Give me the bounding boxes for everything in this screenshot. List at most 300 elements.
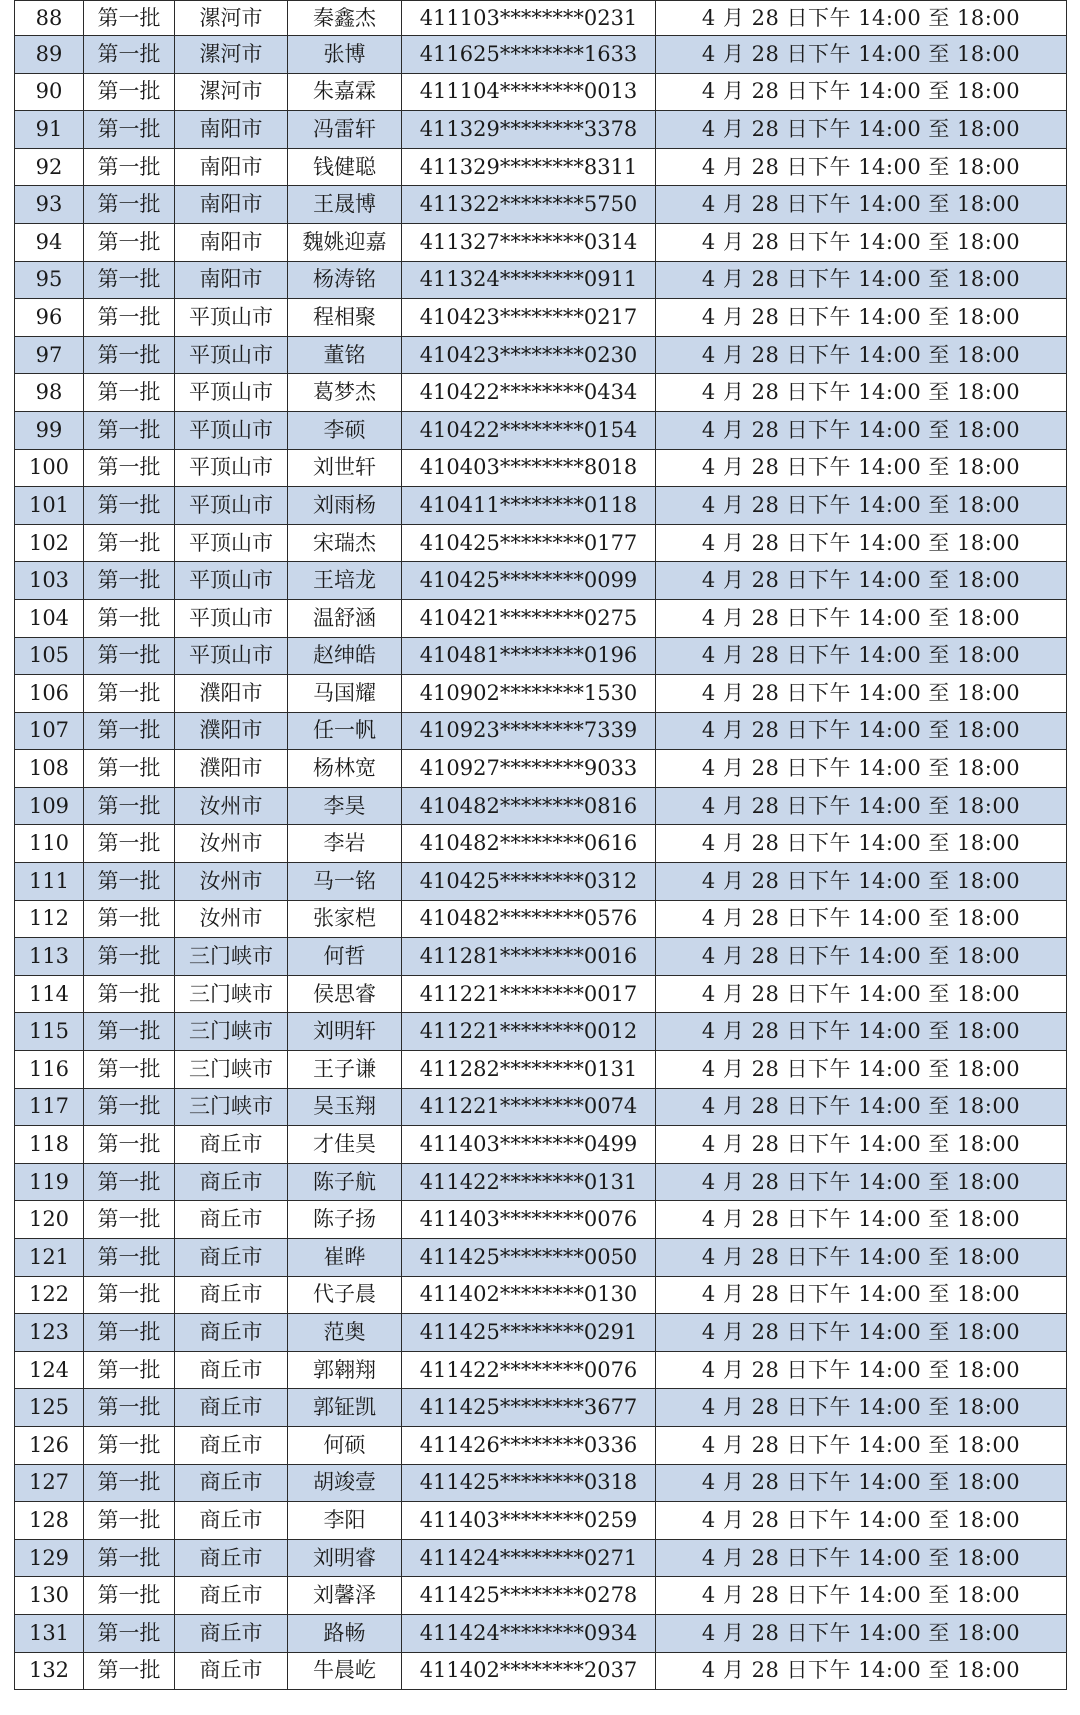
city-cell: 平顶山市: [175, 562, 288, 600]
batch-cell: 第一批: [84, 1502, 175, 1540]
batch-cell: 第一批: [84, 449, 175, 487]
row-number: 125: [15, 1389, 84, 1427]
id-number-cell: 411425********0291: [402, 1314, 656, 1352]
id-number-cell: 411402********2037: [402, 1652, 656, 1690]
time-slot-cell: 4 月 28 日下午 14:00 至 18:00: [656, 863, 1067, 901]
city-cell: 平顶山市: [175, 487, 288, 525]
city-cell: 商丘市: [175, 1163, 288, 1201]
batch-cell: 第一批: [84, 1614, 175, 1652]
city-cell: 三门峡市: [175, 938, 288, 976]
row-number: 88: [15, 1, 84, 36]
batch-cell: 第一批: [84, 863, 175, 901]
id-number-cell: 411403********0076: [402, 1201, 656, 1239]
time-slot-cell: 4 月 28 日下午 14:00 至 18:00: [656, 1389, 1067, 1427]
id-number-cell: 410902********1530: [402, 675, 656, 713]
name-cell: 刘明轩: [288, 1013, 402, 1051]
table-row: [15, 186, 1067, 224]
name-cell: 程相聚: [288, 299, 402, 337]
id-number-cell: 411221********0012: [402, 1013, 656, 1051]
batch-cell: 第一批: [84, 675, 175, 713]
city-cell: 南阳市: [175, 186, 288, 224]
name-cell: 刘雨杨: [288, 487, 402, 525]
row-number: 98: [15, 374, 84, 412]
table-row: [15, 1652, 1067, 1690]
table-row: [15, 938, 1067, 976]
batch-cell: 第一批: [84, 336, 175, 374]
time-slot-cell: 4 月 28 日下午 14:00 至 18:00: [656, 1351, 1067, 1389]
name-cell: 马一铭: [288, 863, 402, 901]
name-cell: 刘世轩: [288, 449, 402, 487]
row-number: 95: [15, 261, 84, 299]
time-slot-cell: 4 月 28 日下午 14:00 至 18:00: [656, 750, 1067, 788]
id-number-cell: 411324********0911: [402, 261, 656, 299]
id-number-cell: 410421********0275: [402, 599, 656, 637]
id-number-cell: 410411********0118: [402, 487, 656, 525]
batch-cell: 第一批: [84, 223, 175, 261]
table-row: [15, 299, 1067, 337]
time-slot-cell: 4 月 28 日下午 14:00 至 18:00: [656, 73, 1067, 111]
time-slot-cell: 4 月 28 日下午 14:00 至 18:00: [656, 1201, 1067, 1239]
time-slot-cell: 4 月 28 日下午 14:00 至 18:00: [656, 1577, 1067, 1615]
batch-cell: 第一批: [84, 1013, 175, 1051]
time-slot-cell: 4 月 28 日下午 14:00 至 18:00: [656, 712, 1067, 750]
row-number: 102: [15, 524, 84, 562]
table-row: [15, 524, 1067, 562]
batch-cell: 第一批: [84, 825, 175, 863]
row-number: 96: [15, 299, 84, 337]
id-number-cell: 410403********8018: [402, 449, 656, 487]
batch-cell: 第一批: [84, 599, 175, 637]
city-cell: 濮阳市: [175, 712, 288, 750]
table-row: [15, 1502, 1067, 1540]
id-number-cell: 411424********0271: [402, 1539, 656, 1577]
name-cell: 王晟博: [288, 186, 402, 224]
name-cell: 张家桤: [288, 900, 402, 938]
city-cell: 汝州市: [175, 825, 288, 863]
table-row: [15, 712, 1067, 750]
time-slot-cell: 4 月 28 日下午 14:00 至 18:00: [656, 938, 1067, 976]
city-cell: 商丘市: [175, 1502, 288, 1540]
id-number-cell: 411282********0131: [402, 1051, 656, 1089]
row-number: 118: [15, 1126, 84, 1164]
batch-cell: 第一批: [84, 1351, 175, 1389]
name-cell: 范奥: [288, 1314, 402, 1352]
time-slot-cell: 4 月 28 日下午 14:00 至 18:00: [656, 449, 1067, 487]
table-row: [15, 787, 1067, 825]
batch-cell: 第一批: [84, 36, 175, 74]
batch-cell: 第一批: [84, 1464, 175, 1502]
table-row: [15, 261, 1067, 299]
batch-cell: 第一批: [84, 411, 175, 449]
row-number: 113: [15, 938, 84, 976]
row-number: 92: [15, 148, 84, 186]
name-cell: 张博: [288, 36, 402, 74]
row-number: 101: [15, 487, 84, 525]
table-row: [15, 1051, 1067, 1089]
id-number-cell: 411221********0074: [402, 1088, 656, 1126]
name-cell: 侯思睿: [288, 975, 402, 1013]
name-cell: 代子晨: [288, 1276, 402, 1314]
city-cell: 商丘市: [175, 1201, 288, 1239]
city-cell: 南阳市: [175, 223, 288, 261]
row-number: 124: [15, 1351, 84, 1389]
id-number-cell: 410425********0099: [402, 562, 656, 600]
id-number-cell: 411281********0016: [402, 938, 656, 976]
id-number-cell: 411425********0318: [402, 1464, 656, 1502]
table-row: [15, 1577, 1067, 1615]
batch-cell: 第一批: [84, 1577, 175, 1615]
id-number-cell: 410422********0154: [402, 411, 656, 449]
batch-cell: 第一批: [84, 1088, 175, 1126]
id-number-cell: 411329********8311: [402, 148, 656, 186]
batch-cell: 第一批: [84, 1389, 175, 1427]
id-number-cell: 411103********0231: [402, 1, 656, 36]
batch-cell: 第一批: [84, 487, 175, 525]
batch-cell: 第一批: [84, 374, 175, 412]
time-slot-cell: 4 月 28 日下午 14:00 至 18:00: [656, 675, 1067, 713]
id-number-cell: 411625********1633: [402, 36, 656, 74]
city-cell: 濮阳市: [175, 675, 288, 713]
time-slot-cell: 4 月 28 日下午 14:00 至 18:00: [656, 1163, 1067, 1201]
city-cell: 商丘市: [175, 1652, 288, 1690]
city-cell: 平顶山市: [175, 336, 288, 374]
name-cell: 路畅: [288, 1614, 402, 1652]
row-number: 105: [15, 637, 84, 675]
table-row: [15, 148, 1067, 186]
table-row: [15, 449, 1067, 487]
id-number-cell: 411422********0131: [402, 1163, 656, 1201]
batch-cell: 第一批: [84, 1314, 175, 1352]
time-slot-cell: 4 月 28 日下午 14:00 至 18:00: [656, 975, 1067, 1013]
batch-cell: 第一批: [84, 73, 175, 111]
time-slot-cell: 4 月 28 日下午 14:00 至 18:00: [656, 299, 1067, 337]
city-cell: 商丘市: [175, 1351, 288, 1389]
table-row: [15, 1314, 1067, 1352]
city-cell: 商丘市: [175, 1426, 288, 1464]
table-row: [15, 863, 1067, 901]
name-cell: 陈子航: [288, 1163, 402, 1201]
time-slot-cell: 4 月 28 日下午 14:00 至 18:00: [656, 1426, 1067, 1464]
table-row: [15, 637, 1067, 675]
id-number-cell: 411322********5750: [402, 186, 656, 224]
table-row: [15, 975, 1067, 1013]
time-slot-cell: 4 月 28 日下午 14:00 至 18:00: [656, 1126, 1067, 1164]
city-cell: 南阳市: [175, 261, 288, 299]
batch-cell: 第一批: [84, 186, 175, 224]
name-cell: 刘馨泽: [288, 1577, 402, 1615]
name-cell: 魏姚迎嘉: [288, 223, 402, 261]
row-number: 111: [15, 863, 84, 901]
time-slot-cell: 4 月 28 日下午 14:00 至 18:00: [656, 261, 1067, 299]
table-row: [15, 1163, 1067, 1201]
batch-cell: 第一批: [84, 900, 175, 938]
city-cell: 濮阳市: [175, 750, 288, 788]
row-number: 100: [15, 449, 84, 487]
id-number-cell: 411425********0050: [402, 1239, 656, 1277]
name-cell: 吴玉翔: [288, 1088, 402, 1126]
time-slot-cell: 4 月 28 日下午 14:00 至 18:00: [656, 1013, 1067, 1051]
table-row: [15, 1389, 1067, 1427]
table-row: [15, 111, 1067, 149]
table-row: [15, 487, 1067, 525]
table-row: [15, 36, 1067, 74]
name-cell: 杨涛铭: [288, 261, 402, 299]
row-number: 127: [15, 1464, 84, 1502]
city-cell: 平顶山市: [175, 599, 288, 637]
city-cell: 汝州市: [175, 900, 288, 938]
city-cell: 商丘市: [175, 1577, 288, 1615]
name-cell: 宋瑞杰: [288, 524, 402, 562]
table-row: [15, 1276, 1067, 1314]
row-number: 120: [15, 1201, 84, 1239]
time-slot-cell: 4 月 28 日下午 14:00 至 18:00: [656, 1314, 1067, 1352]
table-row: [15, 1426, 1067, 1464]
row-number: 89: [15, 36, 84, 74]
name-cell: 胡竣壹: [288, 1464, 402, 1502]
table-row: [15, 1239, 1067, 1277]
city-cell: 商丘市: [175, 1614, 288, 1652]
row-number: 126: [15, 1426, 84, 1464]
row-number: 115: [15, 1013, 84, 1051]
row-number: 90: [15, 73, 84, 111]
roster-table: [14, 0, 1067, 1690]
city-cell: 商丘市: [175, 1126, 288, 1164]
time-slot-cell: 4 月 28 日下午 14:00 至 18:00: [656, 148, 1067, 186]
time-slot-cell: 4 月 28 日下午 14:00 至 18:00: [656, 524, 1067, 562]
time-slot-cell: 4 月 28 日下午 14:00 至 18:00: [656, 223, 1067, 261]
name-cell: 何硕: [288, 1426, 402, 1464]
time-slot-cell: 4 月 28 日下午 14:00 至 18:00: [656, 1464, 1067, 1502]
name-cell: 马国耀: [288, 675, 402, 713]
name-cell: 秦鑫杰: [288, 1, 402, 36]
id-number-cell: 410423********0230: [402, 336, 656, 374]
city-cell: 平顶山市: [175, 449, 288, 487]
name-cell: 钱健聪: [288, 148, 402, 186]
row-number: 128: [15, 1502, 84, 1540]
batch-cell: 第一批: [84, 299, 175, 337]
row-number: 94: [15, 223, 84, 261]
batch-cell: 第一批: [84, 1239, 175, 1277]
name-cell: 何哲: [288, 938, 402, 976]
time-slot-cell: 4 月 28 日下午 14:00 至 18:00: [656, 1539, 1067, 1577]
table-row: [15, 1201, 1067, 1239]
city-cell: 汝州市: [175, 863, 288, 901]
id-number-cell: 410482********0816: [402, 787, 656, 825]
city-cell: 三门峡市: [175, 1051, 288, 1089]
id-number-cell: 411425********3677: [402, 1389, 656, 1427]
city-cell: 商丘市: [175, 1239, 288, 1277]
time-slot-cell: 4 月 28 日下午 14:00 至 18:00: [656, 562, 1067, 600]
time-slot-cell: 4 月 28 日下午 14:00 至 18:00: [656, 186, 1067, 224]
table-row: [15, 1013, 1067, 1051]
city-cell: 三门峡市: [175, 1088, 288, 1126]
city-cell: 平顶山市: [175, 374, 288, 412]
table-row: [15, 223, 1067, 261]
city-cell: 三门峡市: [175, 1013, 288, 1051]
city-cell: 平顶山市: [175, 524, 288, 562]
name-cell: 任一帆: [288, 712, 402, 750]
batch-cell: 第一批: [84, 1126, 175, 1164]
id-number-cell: 411329********3378: [402, 111, 656, 149]
city-cell: 汝州市: [175, 787, 288, 825]
time-slot-cell: 4 月 28 日下午 14:00 至 18:00: [656, 411, 1067, 449]
id-number-cell: 410923********7339: [402, 712, 656, 750]
row-number: 97: [15, 336, 84, 374]
row-number: 99: [15, 411, 84, 449]
row-number: 108: [15, 750, 84, 788]
name-cell: 李阳: [288, 1502, 402, 1540]
time-slot-cell: 4 月 28 日下午 14:00 至 18:00: [656, 1652, 1067, 1690]
batch-cell: 第一批: [84, 1, 175, 36]
row-number: 103: [15, 562, 84, 600]
row-number: 93: [15, 186, 84, 224]
name-cell: 陈子扬: [288, 1201, 402, 1239]
time-slot-cell: 4 月 28 日下午 14:00 至 18:00: [656, 1614, 1067, 1652]
table-row: [15, 73, 1067, 111]
city-cell: 南阳市: [175, 148, 288, 186]
batch-cell: 第一批: [84, 111, 175, 149]
row-number: 131: [15, 1614, 84, 1652]
city-cell: 漯河市: [175, 73, 288, 111]
batch-cell: 第一批: [84, 1201, 175, 1239]
city-cell: 三门峡市: [175, 975, 288, 1013]
time-slot-cell: 4 月 28 日下午 14:00 至 18:00: [656, 825, 1067, 863]
row-number: 117: [15, 1088, 84, 1126]
city-cell: 商丘市: [175, 1314, 288, 1352]
city-cell: 漯河市: [175, 1, 288, 36]
time-slot-cell: 4 月 28 日下午 14:00 至 18:00: [656, 36, 1067, 74]
table-row: [15, 562, 1067, 600]
id-number-cell: 411425********0278: [402, 1577, 656, 1615]
id-number-cell: 411422********0076: [402, 1351, 656, 1389]
row-number: 121: [15, 1239, 84, 1277]
row-number: 107: [15, 712, 84, 750]
name-cell: 王子谦: [288, 1051, 402, 1089]
id-number-cell: 410425********0177: [402, 524, 656, 562]
city-cell: 平顶山市: [175, 299, 288, 337]
time-slot-cell: 4 月 28 日下午 14:00 至 18:00: [656, 900, 1067, 938]
table-row: [15, 1351, 1067, 1389]
row-number: 130: [15, 1577, 84, 1615]
name-cell: 葛梦杰: [288, 374, 402, 412]
row-number: 110: [15, 825, 84, 863]
name-cell: 王培龙: [288, 562, 402, 600]
batch-cell: 第一批: [84, 1539, 175, 1577]
id-number-cell: 410425********0312: [402, 863, 656, 901]
name-cell: 郭钲凯: [288, 1389, 402, 1427]
name-cell: 李硕: [288, 411, 402, 449]
row-number: 109: [15, 787, 84, 825]
table-row: [15, 750, 1067, 788]
row-number: 114: [15, 975, 84, 1013]
city-cell: 商丘市: [175, 1389, 288, 1427]
city-cell: 商丘市: [175, 1276, 288, 1314]
table-row: [15, 374, 1067, 412]
batch-cell: 第一批: [84, 1652, 175, 1690]
name-cell: 杨林宽: [288, 750, 402, 788]
row-number: 116: [15, 1051, 84, 1089]
table-row: [15, 1464, 1067, 1502]
time-slot-cell: 4 月 28 日下午 14:00 至 18:00: [656, 1051, 1067, 1089]
id-number-cell: 410927********9033: [402, 750, 656, 788]
table-row: [15, 599, 1067, 637]
id-number-cell: 410422********0434: [402, 374, 656, 412]
table-row: [15, 825, 1067, 863]
table-row: [15, 900, 1067, 938]
batch-cell: 第一批: [84, 1163, 175, 1201]
time-slot-cell: 4 月 28 日下午 14:00 至 18:00: [656, 1502, 1067, 1540]
time-slot-cell: 4 月 28 日下午 14:00 至 18:00: [656, 599, 1067, 637]
row-number: 104: [15, 599, 84, 637]
city-cell: 平顶山市: [175, 637, 288, 675]
row-number: 106: [15, 675, 84, 713]
time-slot-cell: 4 月 28 日下午 14:00 至 18:00: [656, 1276, 1067, 1314]
name-cell: 董铭: [288, 336, 402, 374]
batch-cell: 第一批: [84, 562, 175, 600]
time-slot-cell: 4 月 28 日下午 14:00 至 18:00: [656, 1239, 1067, 1277]
batch-cell: 第一批: [84, 1426, 175, 1464]
city-cell: 商丘市: [175, 1464, 288, 1502]
name-cell: 温舒涵: [288, 599, 402, 637]
id-number-cell: 411104********0013: [402, 73, 656, 111]
name-cell: 赵绅皓: [288, 637, 402, 675]
time-slot-cell: 4 月 28 日下午 14:00 至 18:00: [656, 637, 1067, 675]
id-number-cell: 411221********0017: [402, 975, 656, 1013]
id-number-cell: 411426********0336: [402, 1426, 656, 1464]
table-row: [15, 1539, 1067, 1577]
name-cell: 郭翱翔: [288, 1351, 402, 1389]
batch-cell: 第一批: [84, 524, 175, 562]
batch-cell: 第一批: [84, 1051, 175, 1089]
batch-cell: 第一批: [84, 637, 175, 675]
batch-cell: 第一批: [84, 975, 175, 1013]
roster-sheet: [14, 0, 1066, 1690]
time-slot-cell: 4 月 28 日下午 14:00 至 18:00: [656, 1088, 1067, 1126]
row-number: 112: [15, 900, 84, 938]
batch-cell: 第一批: [84, 787, 175, 825]
table-row: [15, 675, 1067, 713]
name-cell: 李昊: [288, 787, 402, 825]
city-cell: 商丘市: [175, 1539, 288, 1577]
table-row: [15, 1614, 1067, 1652]
batch-cell: 第一批: [84, 750, 175, 788]
city-cell: 平顶山市: [175, 411, 288, 449]
table-row: [15, 336, 1067, 374]
name-cell: 牛晨屹: [288, 1652, 402, 1690]
time-slot-cell: 4 月 28 日下午 14:00 至 18:00: [656, 374, 1067, 412]
table-row: [15, 1126, 1067, 1164]
id-number-cell: 411424********0934: [402, 1614, 656, 1652]
row-number: 91: [15, 111, 84, 149]
roster-table-body: [15, 1, 1067, 1690]
id-number-cell: 410482********0616: [402, 825, 656, 863]
row-number: 122: [15, 1276, 84, 1314]
city-cell: 漯河市: [175, 36, 288, 74]
table-row: [15, 1, 1067, 36]
row-number: 123: [15, 1314, 84, 1352]
id-number-cell: 410482********0576: [402, 900, 656, 938]
id-number-cell: 410481********0196: [402, 637, 656, 675]
id-number-cell: 411327********0314: [402, 223, 656, 261]
table-row: [15, 1088, 1067, 1126]
row-number: 119: [15, 1163, 84, 1201]
name-cell: 冯雷轩: [288, 111, 402, 149]
name-cell: 崔晔: [288, 1239, 402, 1277]
name-cell: 李岩: [288, 825, 402, 863]
time-slot-cell: 4 月 28 日下午 14:00 至 18:00: [656, 1, 1067, 36]
batch-cell: 第一批: [84, 938, 175, 976]
batch-cell: 第一批: [84, 261, 175, 299]
